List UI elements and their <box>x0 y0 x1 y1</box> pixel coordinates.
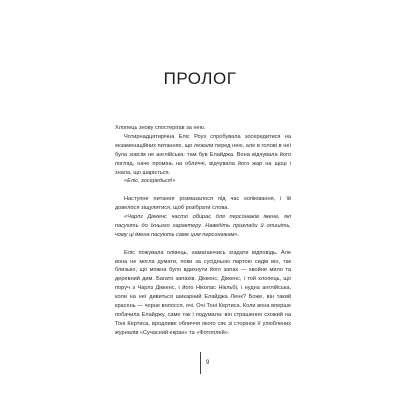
paragraph-3: «Еліс, зосередься!» <box>124 178 176 185</box>
paragraph-1: Хлопець знову спостерігав за нею. <box>115 125 206 131</box>
paragraph-6: Еліс пожувала олівець, намагаючись згадати відповідь. Але вона не могла думати, поки за сусідньою партою сидів він, так близько, що можна було вдихнути його запах — хвойне мило та деревний дим. Багато запахів. Діккенс, Діккенс, і той хлопець, що поруч з Чарлз Діккенс, і його Ніколас Нікльбі, і нудна англійська, коли на неї дивиться шикарний Елайджа Ленк? Боже, він такий красень — чорне волосся, очі. Очі Тоні Кертиса. Коли вона вперше побачила Елайджу, саме так і подумала: він страшенно схожий на Тоні Кертиса, вродливе обличчя якого сяє зі сторінок її улюблених журналів «Сучасний екран» та «Фотоплей». <box>115 249 291 336</box>
paragraph-2: Чотирнадцятирічна Еліс Роуз спробувала зосередитися на екзаменаційних питаннях, що лежали перед нею, але в голові в неї була зовсім не англійська: там був Елайджа. Вона відчувала його погляд, наче промінь на обличчі, відчувала його жар на щоці і знала, що шаріється. <box>115 133 291 176</box>
footer-rule <box>200 352 201 374</box>
chapter-title: ПРОЛОГ <box>163 69 237 88</box>
page-number: 9 <box>206 360 210 366</box>
paragraph-4: Наступне питання розмазалося під час копіювання, і їй довелося зіщулитися, щоб розібрати слова. <box>115 196 291 212</box>
body-text <box>115 124 291 338</box>
paragraph-5: «Чарлз Діккенс часто обирає для персонажів імена, які пасують до їхнього характеру. Наведіть приклади й опишіть, чому ці імена пасують саме цим персонажам». <box>115 214 291 238</box>
